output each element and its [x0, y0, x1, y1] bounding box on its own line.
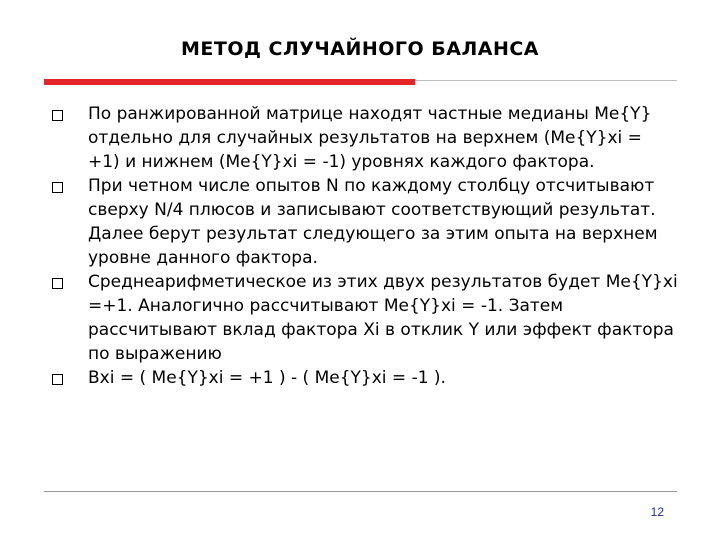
bullet-text: При четном числе опытов N по каждому столбцу отсчитывают сверху N/4 плюсов и записывают соответствующий результат. Далее берут результат следующего за этим опыта на верхнем уровне данного фактора.	[88, 176, 658, 268]
bullet-item	[88, 270, 678, 366]
footer-divider-line	[44, 491, 677, 492]
bullet-item	[88, 174, 678, 270]
bullet-item	[88, 366, 678, 390]
bullet-text: По ранжированной матрице находят частные медианы Me{Y} отдельно для случайных результатов на верхнем (Me{Y}xi = +1) и нижнем (Me{Y}xi = -1) уровнях каждого фактора.	[88, 104, 652, 172]
bullet-list	[88, 102, 678, 390]
hollow-square-bullet-icon	[52, 110, 63, 121]
hollow-square-bullet-icon	[52, 278, 63, 289]
hollow-square-bullet-icon	[52, 182, 63, 193]
bullet-text: Среднеарифметическое из этих двух результатов будет Me{Y}xi =+1. Аналогично рассчитывают Me{Y}xi = -1. Затем рассчитывают вклад фактора Xi в отклик Y или эффект фактора по выражению	[88, 272, 678, 364]
title-accent-bar	[44, 79, 415, 85]
bullet-text: Bxi = ( Me{Y}xi = +1 ) - ( Me{Y}xi = -1 ).	[88, 368, 446, 388]
title-divider-line	[415, 80, 677, 81]
slide-title: МЕТОД СЛУЧАЙНОГО БАЛАНСА	[180, 38, 540, 60]
page-number: 12	[650, 505, 664, 519]
hollow-square-bullet-icon	[52, 374, 63, 385]
bullet-item	[88, 102, 678, 174]
